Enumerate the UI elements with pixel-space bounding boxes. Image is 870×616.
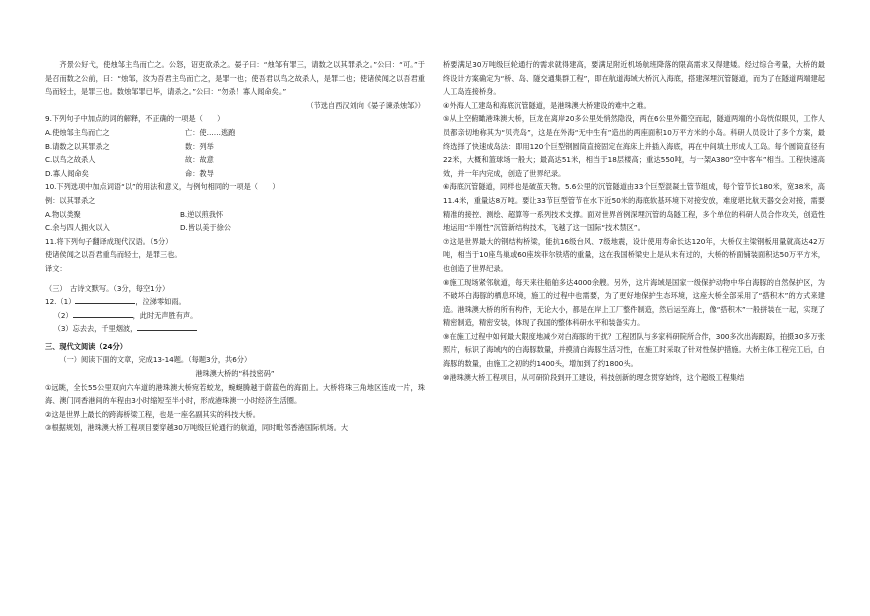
q12-line-2: （2） ，此时无声胜有声。 [53,310,198,320]
q10-options-ab: A.物以类聚 B.逆以煎我怀 [45,209,224,219]
passage-source: （节选自西汉刘向《晏子谏杀烛邹》） [306,100,425,110]
q9-option-a: A.使烛邹主鸟而亡之 亡：使……逃跑 [45,127,236,137]
part3-subtitle: （一）阅读下面的文章，完成13-14题。（每题3分，共6分） [59,355,252,365]
q9-option-c: C.以鸟之故杀人 故：故意 [45,155,214,165]
q12-line-3: （3）忘去去，千里烟波， [45,322,425,336]
q11-sentence: 使诸侯闻之以吾君重鸟而轻士，是罪三也。 [45,250,182,260]
article-para-5: ⑤从上空俯瞰港珠澳大桥，巨龙在离岸20多公里处悄然隐没，两在6公里外衢空而起，隧道两端的小岛恍似眼贝，工作人员都亲切地称其为“贝壳岛”，这是在外海“无中生有”造出的两座面积10万平方米的小岛。科研人员设计了多个方案，最终选择了快速成岛法：即用120个巨型钢圆筒直接固定在海床上并插入海底，再在中间填土形成人工岛。每个圆筒直径有22米，大概和篮球场一般大；最高达51米，相当于18层楼高；重达550吨，与一架A380“空中客车”相当。工程快速高效，并一年内完成，创造了世界纪录。 [443,114,825,178]
article-para-10: ⑩港珠澳大桥工程项目，从可研阶段到开工建设，科技创新的理念贯穿始终，这个超级工程集结 [443,372,745,382]
q9-option-d: D.寡人闻命矣 命：教导 [45,168,214,178]
article-para-3-cont: 桥要满足30万吨级巨轮通行的需求就得建高，要满足附近机场航班降落的限高需求又得建矮。经过综合考量，大桥的最终设计方案确定为“桥、岛、隧交通集群工程”，即在航道海域大桥沉入海底，搭建深埋沉管隧道，而为了在隧道两端建起人工岛连接桥身。 [443,60,825,97]
answer-blank[interactable] [75,295,135,304]
article-para-3: ③根据规划，港珠澳大桥工程项目要穿越30万吨级巨轮通行的航道，同时毗邻香港国际机场。大 [45,423,349,433]
article-title: 港珠澳大桥的“科技密码” [195,369,275,379]
article-para-6: ⑥海底沉管隧道，同样也是破茧天物。5.6公里的沉管隧道由33个巨型混凝土管节组成，每个管节长180米，宽38米，高11.4米，重量达8万吨。要让33节巨型管节在水下近50米的海底软基环境下对接安放，难度堪比航天器交会对接，需要精准的接控、测绘、超算等一系列技术支撑。面对世界首例深埋沉管的岛隧工程，多个单位的科研人员合作攻关，创造性地运用“半刚性”沉管新结构技术，飞越了这一国际“技术禁区”。 [443,182,825,233]
q9-option-b: B.请数之以其罪杀之 数：列举 [45,141,214,151]
classical-passage: 齐景公好弋，使烛邹主鸟而亡之。公怒，诏吏欲杀之。晏子曰：“烛邹有罪三，请数之以其罪杀之。”公曰：“可。”于是召而数之公前，曰：“烛邹，汝为吾君主鸟而亡之，是罪一也；使吾君以鸟之故杀人，是罪二也；使诸侯闻之以吾君重鸟而轻士，是罪三也。数烛邹罪已毕，请杀之。”公曰：“勿杀！寡人闻命矣。” [45,60,425,97]
article-para-9: ⑨在施工过程中如何最大限度地减少对白海豚的干扰？工程团队与多家科研院所合作，300多次出海跟踪，拍摄30多万张照片，标识了海域内的白海豚数量，并摸清白海豚生活习性，在施工时采取了针对性保护措施。大桥主体工程完工后，白海豚的数量，由施工之初的约1400头，增加到了约1800头。 [443,331,825,369]
article-para-7: ⑦这是世界最大的钢结构桥梁，能抗16级台风、7级地震，设计使用寿命长达120年，大桥仅主梁钢板用量就高达42万吨，相当于10座鸟巢或60座埃菲尔铁塔的重量，这在我国桥梁史上是从未有过的，大桥的桥面铺装面积达50万平方米，也创造了世界纪录。 [443,236,825,273]
q9-stem: 9.下列句子中加点的词的解释，不正确的一项是（ ） [45,114,225,124]
article-para-8: ⑧施工现场紧邻航道，每天来往船舶多达4000余艘。另外，这片海域是国家一级保护动物中华白海豚的自然保护区，为不破坏白海豚的栖息环境，施工的过程中也需要，为了更好地保护生态环境，这座大桥全部采用了“搭积木”的方式来建造。港珠澳大桥的所有构件，无论大小，都是在岸上工厂整件制造，然后运至海上，像“搭积木”一般拼装在一起，实现了精密制造，精密安装，体现了我国的整体科研水平和装备实力。 [443,277,825,328]
q10-stem: 10.下列选项中加点词语“以”的用法和意义，与例句相同的一项是（ ） [45,182,280,192]
article-para-1: ①远眺，全长55公里双向六车道的港珠澳大桥宛若蛟龙，蜿蜒腾越于蔚蓝色的海面上。大桥将珠三角地区连成一片，珠海、澳门同香港间的车程由3小时缩短至半小时，形成港珠澳一小时经济生活圈。 [45,382,425,406]
section3-title: （三） 古诗文默写。（3分，每空1分） [45,283,170,293]
left-column [45,58,425,435]
answer-blank[interactable] [73,309,133,318]
q11-stem: 11.将下列句子翻译成现代汉语。（5分） [45,236,173,246]
right-column [443,58,825,384]
q11-answer-label: 译文： [45,263,67,273]
article-para-2: ②这是世界上最长的跨海桥梁工程，也是一座名副其实的科技大桥。 [45,409,260,419]
article-para-4: ④外海人工建岛和海底沉管隧道，是港珠澳大桥建设的难中之难。 [443,100,651,110]
q12-line-1: 12.（1） ，泣涕零如雨。 [45,297,186,307]
q10-example: 例：以其罪杀之 [45,195,96,205]
part3-title: 三、现代文阅读（24分） [45,341,127,351]
q10-options-cd: C.余与四人拥火以入 D.皆以美于徐公 [45,223,231,233]
answer-blank[interactable] [137,322,197,331]
